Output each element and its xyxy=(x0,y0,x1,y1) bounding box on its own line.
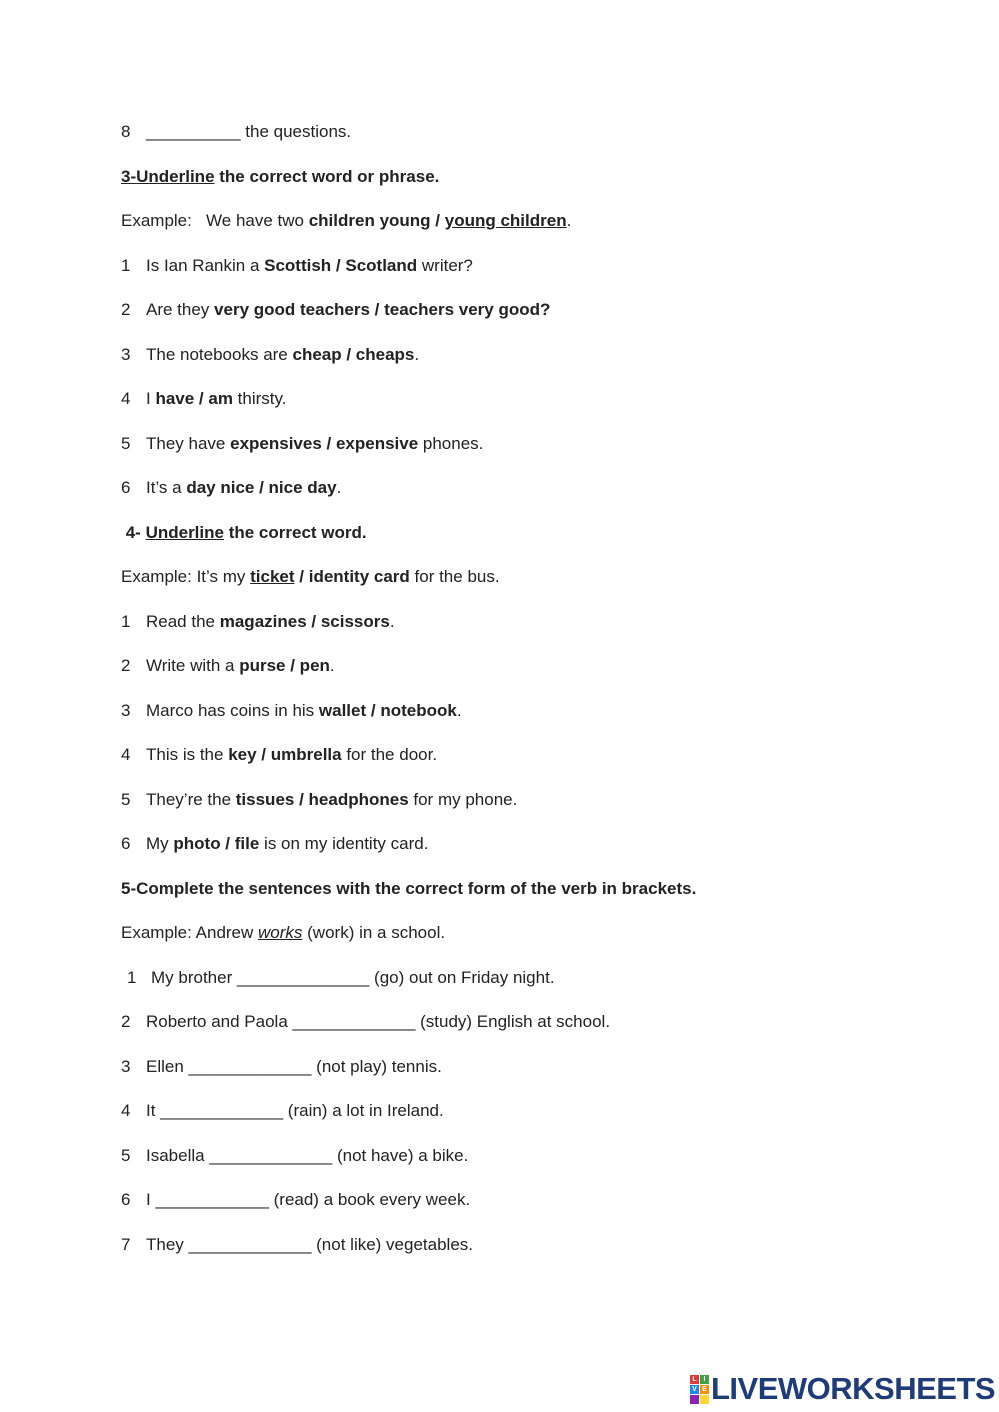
item-pre: Are they xyxy=(146,300,215,319)
example-label: Example: Andrew xyxy=(121,923,259,942)
section-3-item-6 xyxy=(121,477,341,499)
section-3-item-3 xyxy=(121,344,419,366)
item-text[interactable]: Isabella _____________ (not have) a bike. xyxy=(146,1146,469,1165)
section-3-heading xyxy=(121,166,439,188)
heading-number: 4- xyxy=(121,523,146,542)
example-end: for the bus. xyxy=(409,567,500,586)
item-number: 4 xyxy=(121,1101,131,1120)
item-text[interactable]: It _____________ (rain) a lot in Ireland. xyxy=(146,1101,444,1120)
item-post: for the door. xyxy=(341,745,438,764)
item-pre: Write with a xyxy=(146,656,240,675)
section-4-item-2 xyxy=(121,655,335,677)
item-pre: This is the xyxy=(146,745,229,764)
section-3-item-1 xyxy=(121,255,473,277)
item-text[interactable]: My brother ______________ (go) out on Friday night. xyxy=(151,968,555,987)
section-5-item-7 xyxy=(121,1234,473,1256)
section-3-example xyxy=(121,210,571,232)
item-number: 5 xyxy=(121,790,131,809)
item-pre: The notebooks are xyxy=(146,345,293,364)
item-number: 3 xyxy=(121,345,131,364)
item-options[interactable]: wallet / notebook xyxy=(318,701,457,720)
section-4-item-4 xyxy=(121,744,437,766)
heading-rest: the correct word or phrase. xyxy=(214,167,440,186)
heading-number: 3- xyxy=(121,167,137,186)
section-4-item-3 xyxy=(121,700,462,722)
item-pre: It’s a xyxy=(146,478,187,497)
section-5-item-5 xyxy=(121,1145,468,1167)
item-pre: My xyxy=(146,834,174,853)
logo-text: LIVEWORKSHEETS xyxy=(711,1371,996,1406)
logo-square: E xyxy=(700,1385,709,1394)
item-number: 4 xyxy=(121,389,131,408)
item-number: 3 xyxy=(121,1057,131,1076)
item-options[interactable]: very good teachers / teachers very good? xyxy=(214,300,551,319)
logo-square xyxy=(690,1395,699,1404)
section-5-item-6 xyxy=(121,1189,470,1211)
item-post: . xyxy=(456,701,462,720)
item-number: 1 xyxy=(121,612,131,631)
item-options[interactable]: cheap / cheaps xyxy=(292,345,415,364)
heading-underlined: Underline xyxy=(136,167,215,186)
section-5-item-3 xyxy=(121,1056,442,1078)
item-number: 5 xyxy=(121,434,131,453)
section-4-example xyxy=(121,566,500,588)
example-end: . xyxy=(566,211,572,230)
item-number: 1 xyxy=(127,968,137,987)
answer-blank: __________ xyxy=(146,122,241,141)
item-8 xyxy=(121,121,351,143)
item-pre: Marco has coins in his xyxy=(146,701,319,720)
item-post: for my phone. xyxy=(408,790,518,809)
example-answer: works xyxy=(258,923,303,942)
item-number: 7 xyxy=(121,1235,131,1254)
item-number: 3 xyxy=(121,701,131,720)
item-post: phones. xyxy=(418,434,484,453)
example-option: children young / xyxy=(308,211,445,230)
section-4-item-6 xyxy=(121,833,428,855)
item-pre: Read the xyxy=(146,612,220,631)
item-pre: They’re the xyxy=(146,790,236,809)
item-post: writer? xyxy=(417,256,473,275)
section-3-item-2 xyxy=(121,299,550,321)
logo-square xyxy=(700,1395,709,1404)
section-4-heading xyxy=(121,522,367,544)
section-5-item-4 xyxy=(121,1100,444,1122)
section-3-item-5 xyxy=(121,433,483,455)
item-number: 2 xyxy=(121,656,131,675)
item-post: is on my identity card. xyxy=(259,834,429,853)
section-5-heading: 5-Complete the sentences with the correct form of the verb in brackets. xyxy=(121,879,697,898)
item-options[interactable]: tissues / headphones xyxy=(235,790,409,809)
item-post: . xyxy=(414,345,420,364)
item-text[interactable]: They _____________ (not like) vegetables. xyxy=(146,1235,474,1254)
logo-square: L xyxy=(690,1375,699,1384)
liveworksheets-logo[interactable] xyxy=(690,1372,995,1406)
item-number: 2 xyxy=(121,1012,131,1031)
item-number: 6 xyxy=(121,478,131,497)
item-number: 8 xyxy=(121,122,131,141)
heading-underlined: Underline xyxy=(145,523,224,542)
example-label: Example: We have two xyxy=(121,211,309,230)
item-text[interactable]: Ellen _____________ (not play) tennis. xyxy=(146,1057,442,1076)
item-number: 4 xyxy=(121,745,131,764)
example-option: / identity card xyxy=(294,567,410,586)
item-options[interactable]: have / am xyxy=(155,389,233,408)
item-post: thirsty. xyxy=(232,389,287,408)
item-number: 2 xyxy=(121,300,131,319)
section-4-item-1 xyxy=(121,611,395,633)
item-options[interactable]: key / umbrella xyxy=(228,745,342,764)
item-post: . xyxy=(336,478,342,497)
item-options[interactable]: magazines / scissors xyxy=(219,612,390,631)
item-text: the questions. xyxy=(240,122,352,141)
example-answer: young children xyxy=(444,211,567,230)
item-number: 6 xyxy=(121,834,131,853)
item-pre: I xyxy=(146,389,156,408)
section-5-item-1 xyxy=(121,967,555,989)
item-options[interactable]: Scottish / Scotland xyxy=(264,256,418,275)
item-pre: Is Ian Rankin a xyxy=(146,256,265,275)
item-text[interactable]: I ____________ (read) a book every week. xyxy=(146,1190,471,1209)
item-options[interactable]: photo / file xyxy=(173,834,260,853)
heading-rest: the correct word. xyxy=(223,523,367,542)
item-text[interactable]: Roberto and Paola _____________ (study) English at school. xyxy=(146,1012,611,1031)
item-pre: They have xyxy=(146,434,231,453)
section-5-example xyxy=(121,922,445,944)
logo-square: V xyxy=(690,1385,699,1394)
item-options[interactable]: purse / pen xyxy=(239,656,330,675)
example-end: (work) in a school. xyxy=(302,923,446,942)
logo-square: I xyxy=(700,1375,709,1384)
item-options[interactable]: day nice / nice day xyxy=(186,478,337,497)
example-label: Example: It’s my xyxy=(121,567,251,586)
item-post: . xyxy=(389,612,395,631)
item-number: 6 xyxy=(121,1190,131,1209)
section-4-item-5 xyxy=(121,789,517,811)
item-number: 5 xyxy=(121,1146,131,1165)
item-number: 1 xyxy=(121,256,131,275)
item-options[interactable]: expensives / expensive xyxy=(230,434,419,453)
section-3-item-4 xyxy=(121,388,286,410)
item-post: . xyxy=(329,656,335,675)
section-5-item-2 xyxy=(121,1011,610,1033)
example-answer: ticket xyxy=(250,567,295,586)
logo-mark-icon xyxy=(690,1375,709,1404)
